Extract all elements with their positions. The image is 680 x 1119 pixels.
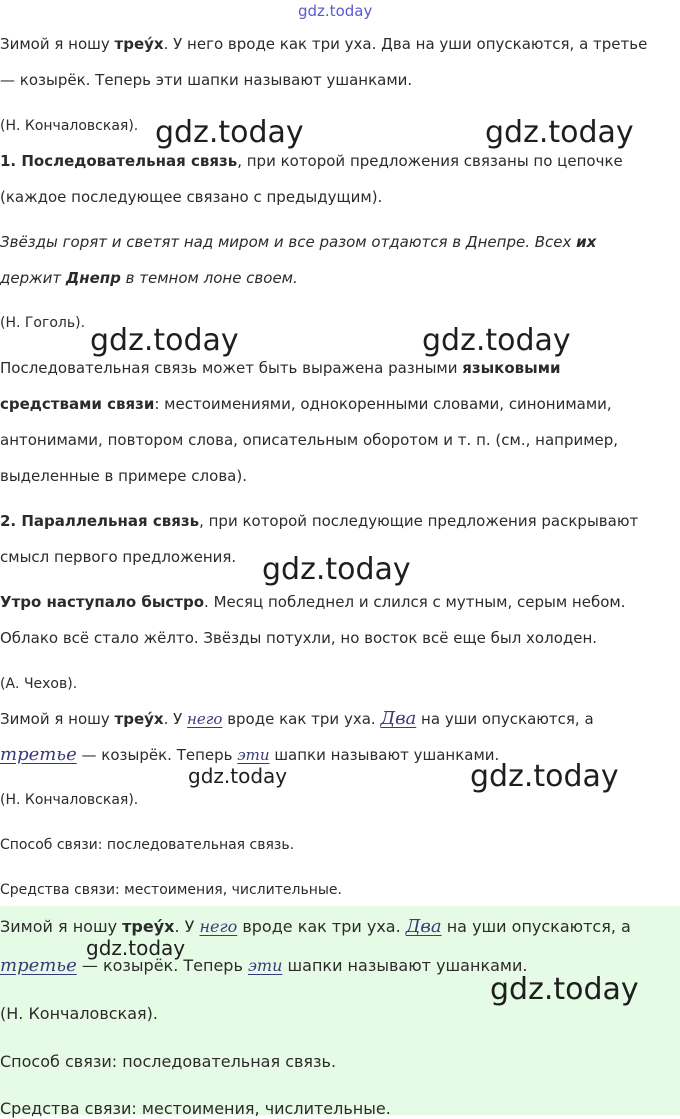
- paragraph-4-line-2: смысл первого предложения.: [0, 548, 237, 566]
- watermark: gdz.today: [155, 115, 304, 150]
- paragraph-4-line-1: [0, 511, 638, 531]
- watermark-top: gdz.today: [298, 2, 373, 20]
- paragraph-2-line-1: [0, 151, 623, 171]
- heading-parallel: 2. Параллельная связь: [0, 512, 200, 530]
- author-4: (Н. Кончаловская).: [0, 792, 139, 808]
- example-2-line-1: [0, 592, 625, 612]
- paragraph-6-line-1: [0, 917, 631, 937]
- author-3: (А. Чехов).: [0, 676, 78, 692]
- handwritten-underline: Два: [405, 916, 442, 937]
- example-1-line-1: [0, 232, 596, 252]
- connection-means-1: Средства связи: местоимения, числительные.: [0, 882, 342, 898]
- text: вроде как три уха.: [222, 710, 381, 728]
- paragraph-3-line-2: [0, 394, 612, 414]
- paragraph-6-line-2: [0, 956, 527, 976]
- watermark: gdz.today: [470, 759, 619, 794]
- text: , при которой предложения связаны по цепочке: [237, 152, 623, 170]
- handwritten-underline: третье: [0, 955, 77, 976]
- bold-word: Днепр: [65, 269, 121, 287]
- text: . У него вроде как три уха. Два на уши опускаются, а третье: [163, 35, 648, 53]
- paragraph-1-line-1: [0, 34, 647, 54]
- text: Звёзды горят и светят над миром и все разом отдаются в Днепре. Всех: [0, 233, 577, 251]
- text: Зимой я ношу: [0, 710, 115, 728]
- text: : местоимениями, однокоренными словами, синонимами,: [154, 395, 612, 413]
- text: в темном лоне своем.: [120, 269, 298, 287]
- text: вроде как три уха.: [237, 917, 406, 936]
- watermark: gdz.today: [188, 764, 288, 788]
- handwritten-underline: эти: [247, 956, 283, 975]
- bold-word: Утро наступало быстро: [0, 593, 205, 611]
- handwritten-underline: него: [187, 710, 223, 728]
- paragraph-3-line-3: антонимами, повтором слова, описательным оборотом и т. п. (см., например,: [0, 431, 619, 449]
- watermark: gdz.today: [262, 552, 411, 587]
- text: на уши опускаются, а: [416, 710, 594, 728]
- handwritten-underline: него: [199, 917, 238, 936]
- text: — козырёк. Теперь: [76, 746, 238, 764]
- text: . У: [174, 917, 200, 936]
- connection-method-2: Способ связи: последовательная связь.: [0, 1052, 337, 1071]
- text: держит: [0, 269, 66, 287]
- text: на уши опускаются, а: [441, 917, 631, 936]
- author-5: (Н. Кончаловская).: [0, 1004, 158, 1023]
- watermark: gdz.today: [485, 115, 634, 150]
- text: . У: [163, 710, 188, 728]
- text: шапки называют ушанками.: [282, 956, 528, 975]
- text: , при которой последующие предложения раскрывают: [199, 512, 639, 530]
- handwritten-underline: эти: [237, 746, 270, 764]
- watermark: gdz.today: [490, 972, 639, 1007]
- author-2: (Н. Гоголь).: [0, 315, 86, 331]
- handwritten-underline: третье: [0, 744, 77, 765]
- text: Последовательная связь может быть выражена разными: [0, 359, 463, 377]
- bold-word: их: [576, 233, 597, 251]
- paragraph-5-line-2: [0, 745, 499, 765]
- example-1-line-2: [0, 268, 298, 288]
- watermark: gdz.today: [90, 323, 239, 358]
- author-1: (Н. Кончаловская).: [0, 118, 139, 134]
- handwritten-underline: Два: [380, 708, 417, 729]
- bold-word: треу́х: [122, 917, 175, 936]
- text: . Месяц побледнел и слился с мутным, серым небом.: [204, 593, 626, 611]
- bold-word: треу́х: [114, 35, 164, 53]
- paragraph-3-line-1: [0, 358, 560, 378]
- text: Зимой я ношу: [0, 35, 115, 53]
- watermark: gdz.today: [86, 936, 186, 960]
- bold-word: средствами связи: [0, 395, 155, 413]
- paragraph-1-line-2: — козырёк. Теперь эти шапки называют ушанками.: [0, 71, 413, 89]
- watermark: gdz.today: [422, 323, 571, 358]
- text: — козырёк. Теперь: [76, 956, 248, 975]
- text: Зимой я ношу: [0, 917, 123, 936]
- connection-method-1: Способ связи: последовательная связь.: [0, 837, 295, 853]
- bold-word: треу́х: [114, 710, 164, 728]
- paragraph-2-line-2: (каждое последующее связано с предыдущим).: [0, 188, 383, 206]
- connection-means-2: Средства связи: местоимения, числительные.: [0, 1099, 391, 1118]
- heading-sequential: 1. Последовательная связь: [0, 152, 238, 170]
- paragraph-3-line-4: выделенные в примере слова).: [0, 467, 247, 485]
- paragraph-5-line-1: [0, 709, 594, 729]
- example-2-line-2: Облако всё стало жёлто. Звёзды потухли, но восток всё еще был холоден.: [0, 629, 598, 647]
- bold-word: языковыми: [462, 359, 561, 377]
- text: шапки называют ушанками.: [269, 746, 500, 764]
